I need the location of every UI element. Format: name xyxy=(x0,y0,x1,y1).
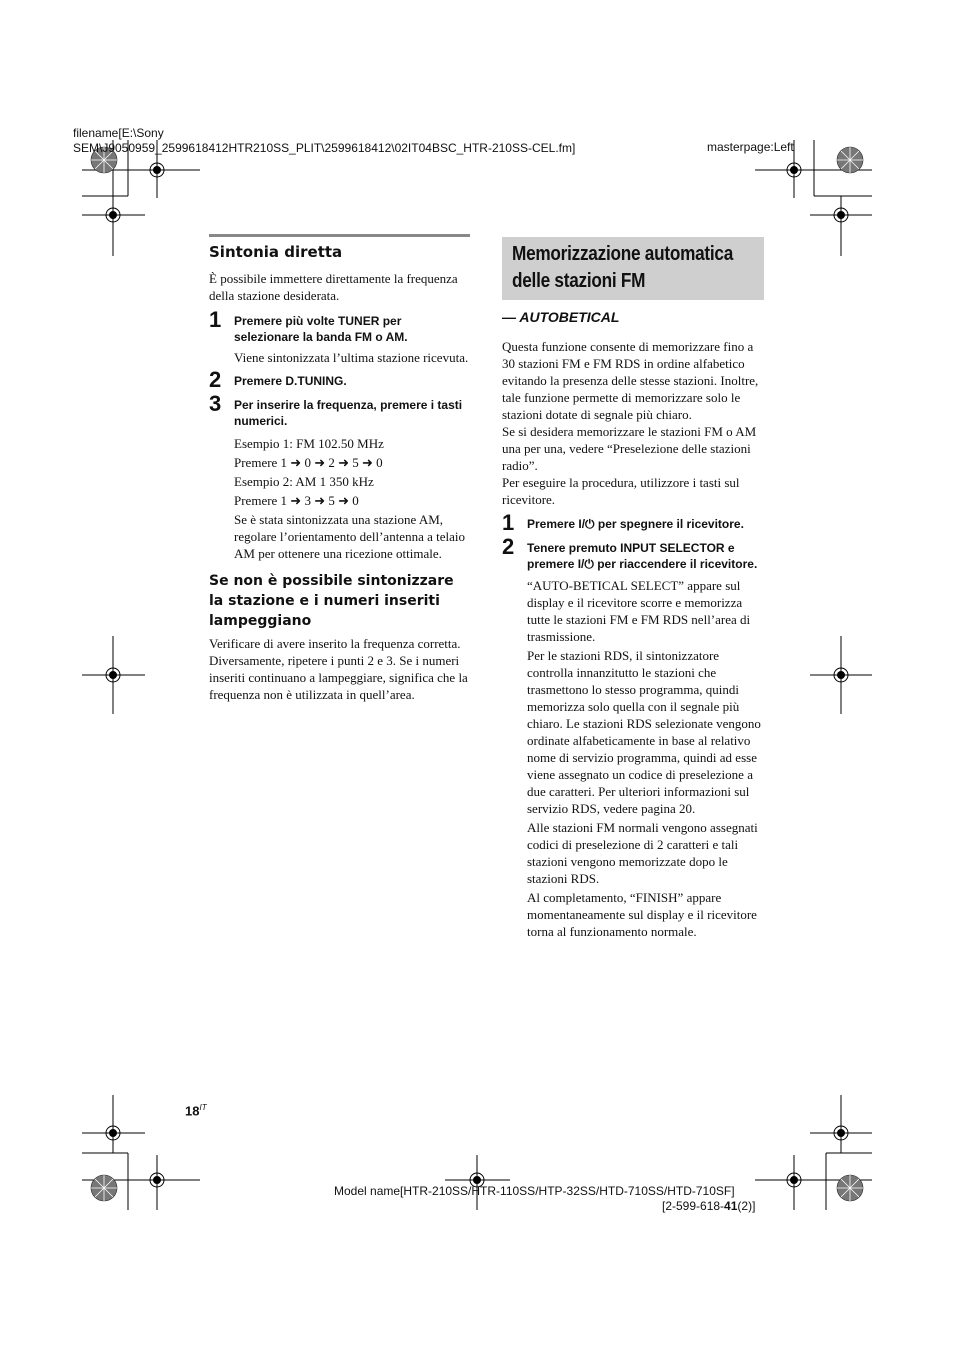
page-number xyxy=(185,1103,207,1118)
troubleshoot-heading: Se non è possibile sintonizzare la stazione e i numeri inseriti lampeggiano xyxy=(209,573,454,629)
example-line: Esempio 1: FM 102.50 MHz xyxy=(234,436,384,451)
step-number: 3 xyxy=(209,391,222,416)
detail-paragraph: Al completamento, “FINISH” appare momentaneamente sul display e il ricevitore torna al funzionamento normale. xyxy=(527,890,757,939)
step-text: Premere D.TUNING. xyxy=(234,374,347,388)
page-number-value: 18 xyxy=(185,1103,200,1119)
step-text: Per inserire la frequenza, premere i tasti numerici. xyxy=(234,398,463,428)
heading-rule xyxy=(209,234,470,237)
step-number: 1 xyxy=(502,510,515,535)
section-subtitle: — AUTOBETICAL xyxy=(502,309,620,325)
intro-paragraph-3: Per eseguire la procedura, utilizzore i tasti sul ricevitore. xyxy=(502,475,740,507)
page-number-suffix: IT xyxy=(199,1103,207,1112)
step-1 xyxy=(209,307,470,345)
filename-header xyxy=(73,126,673,156)
step-number: 1 xyxy=(209,307,222,332)
detail-paragraph: “AUTO-BETICAL SELECT” appare sul display e il ricevitore scorre e memorizza tutte le stazioni FM e FM RDS nell’area di trasmissione. xyxy=(527,578,751,644)
step-number: 2 xyxy=(209,367,222,392)
filename-line-1: filename[E:\Sony xyxy=(73,126,164,140)
model-name: Model name[HTR-210SS/HTR-110SS/HTP-32SS/HTD-710SS/HTD-710SF] xyxy=(334,1184,735,1198)
am-note: Se è stata sintonizzata una stazione AM, regolare l’orientamento dell’antenna a telaio AM per ottenere una ricezione ottimale. xyxy=(234,512,465,561)
step-details xyxy=(502,577,764,940)
intro-text: È possibile immettere direttamente la frequenza della stazione desiderata. xyxy=(209,271,458,303)
step-detail: Viene sintonizzata l’ultima stazione ricevuta. xyxy=(234,350,469,365)
part-code-suffix: (2)] xyxy=(737,1199,756,1213)
examples xyxy=(209,435,470,562)
masterpage-label: masterpage:Left xyxy=(707,140,794,154)
example-line: Premere 1 ➜ 3 ➜ 5 ➜ 0 xyxy=(234,493,359,508)
part-code xyxy=(662,1199,755,1214)
step-text: Premere I/⏻ per spegnere il ricevitore. xyxy=(527,517,744,531)
detail-paragraph: Alle stazioni FM normali vengono assegnati codici di preselezione di 2 caratteri e tali stazioni vengono memorizzate dopo le stazioni RDS. xyxy=(527,820,758,886)
detail-paragraph: Per le stazioni RDS, il sintonizzatore controlla innanzitutto le stazioni che trasmettono lo stesso programma, quindi memorizza solo quella con il segnale più chiaro. Le stazioni RDS selezionate vengono ordinate alfabeticamente in base al relativo nome di servizio programma, quindi ad esse viene assegnato un codice di preselezione a due caratteri. Per ulteriori informazioni sul servizio RDS, vedere pagina 20. xyxy=(527,648,761,816)
title-line-1: Memorizzazione automatica xyxy=(512,243,734,265)
example-line: Esempio 2: AM 1 350 kHz xyxy=(234,474,374,489)
step-text: Tenere premuto INPUT SELECTOR e premere I/⏻ per riaccendere il ricevitore. xyxy=(527,541,758,571)
section-title xyxy=(502,237,764,300)
part-code-prefix: [2-599-618- xyxy=(662,1199,725,1213)
part-code-bold: 41 xyxy=(724,1199,738,1213)
filename-line-2: SEM\J9050959_2599618412HTR210SS_PLIT\2599618412\02IT04BSC_HTR-210SS-CEL.fm] xyxy=(73,141,576,155)
auto-step-1 xyxy=(502,510,764,535)
right-column xyxy=(502,237,764,940)
intro-paragraph-1: Questa funzione consente di memorizzare fino a 30 stazioni FM e FM RDS in ordine alfabetico evitando la presenza delle stesse stazioni. Inoltre, tale funzione permette di memorizzare solo le stazioni dotate di segnale più chiaro. xyxy=(502,339,759,422)
step-3 xyxy=(209,391,470,429)
auto-step-2 xyxy=(502,534,764,572)
step-2 xyxy=(209,367,470,392)
left-column xyxy=(209,234,470,703)
section-heading: Sintonia diretta xyxy=(209,243,343,261)
step-text: Premere più volte TUNER per selezionare la banda FM o AM. xyxy=(234,314,408,344)
step-number: 2 xyxy=(502,534,515,559)
title-line-2: delle stazioni FM xyxy=(512,270,646,292)
intro-paragraph-2: Se si desidera memorizzare le stazioni FM o AM una per una, vedere “Preselezione delle stazioni radio”. xyxy=(502,424,757,473)
troubleshoot-text: Verificare di avere inserito la frequenza corretta. Diversamente, ripetere i punti 2 e 3. Se i numeri inseriti continuano a lampeggiare, significa che la frequenza non è utilizzata in quell’area. xyxy=(209,636,468,702)
example-line: Premere 1 ➜ 0 ➜ 2 ➜ 5 ➜ 0 xyxy=(234,455,383,470)
